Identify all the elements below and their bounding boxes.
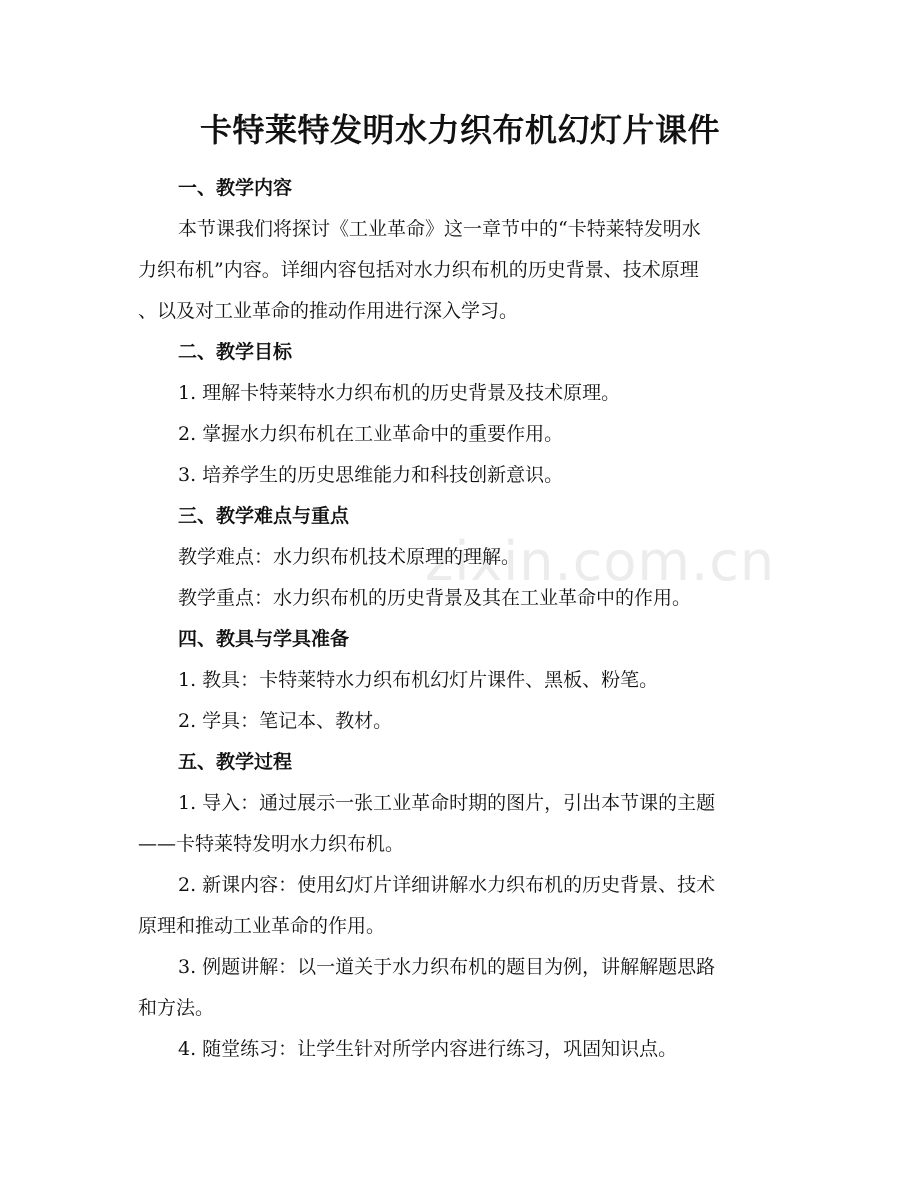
list-item: 1. 理解卡特莱特水力织布机的历史背景及技术原理。 (178, 382, 621, 404)
paragraph-line: 教学重点：水力织布机的历史背景及其在工业革命中的作用。 (178, 587, 692, 609)
section-heading-process: 五、教学过程 (178, 751, 293, 773)
document-title: 卡特莱特发明水力织布机幻灯片课件 (199, 111, 720, 149)
list-item: 3. 培养学生的历史思维能力和科技创新意识。 (178, 464, 564, 486)
paragraph-line: 力织布机”内容。详细内容包括对水力织布机的历史背景、技术原理 (138, 259, 699, 281)
list-item-continuation: 原理和推动工业革命的作用。 (138, 915, 386, 937)
list-item: 2. 学具：笔记本、教材。 (178, 710, 393, 732)
list-item: 1. 教具：卡特莱特水力织布机幻灯片课件、黑板、粉笔。 (178, 669, 659, 691)
section-heading-objectives: 二、教学目标 (178, 341, 293, 363)
list-item: 2. 新课内容：使用幻灯片详细讲解水力织布机的历史背景、技术 (178, 874, 716, 896)
watermark: zixin.com.cn (425, 530, 776, 593)
section-heading-materials: 四、教具与学具准备 (178, 628, 350, 650)
list-item: 1. 导入：通过展示一张工业革命时期的图片，引出本节课的主题 (178, 792, 716, 814)
list-item: 2. 掌握水力织布机在工业革命中的重要作用。 (178, 423, 564, 445)
section-heading-difficulties: 三、教学难点与重点 (178, 505, 350, 527)
section-heading-content: 一、教学内容 (178, 177, 293, 199)
paragraph-line: 本节课我们将探讨《工业革命》这一章节中的“卡特莱特发明水 (178, 218, 701, 240)
paragraph-line: 、以及对工业革命的推动作用进行深入学习。 (138, 300, 519, 322)
paragraph-line: 教学难点：水力织布机技术原理的理解。 (178, 546, 521, 568)
list-item-continuation: ——卡特莱特发明水力织布机。 (138, 833, 405, 855)
document-body (138, 168, 786, 1070)
list-item: 4. 随堂练习：让学生针对所学内容进行练习，巩固知识点。 (178, 1038, 678, 1060)
list-item-continuation: 和方法。 (138, 997, 215, 1019)
list-item: 3. 例题讲解：以一道关于水力织布机的题目为例，讲解解题思路 (178, 956, 716, 978)
